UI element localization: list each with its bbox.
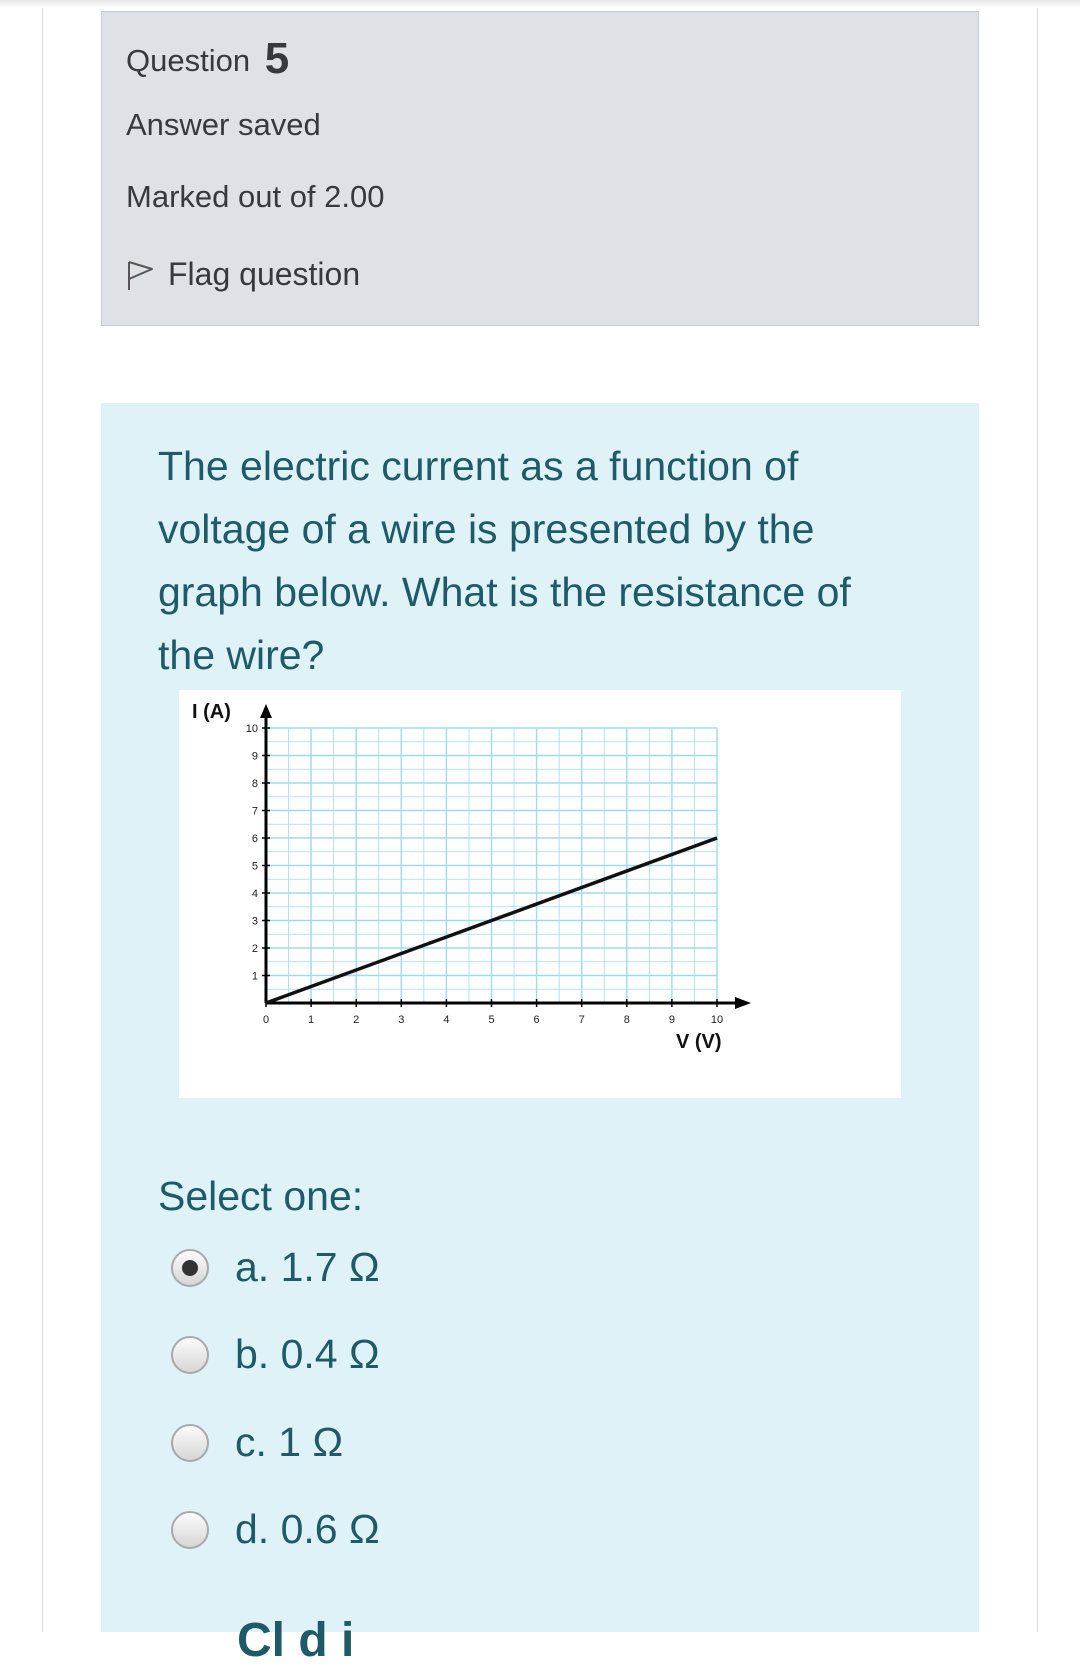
y-tick-label: 4 xyxy=(251,888,258,900)
select-prompt: Select one: xyxy=(158,1173,364,1219)
y-tick-label: 6 xyxy=(251,833,258,845)
top-shadow xyxy=(0,0,1080,8)
x-tick-label: 5 xyxy=(488,1014,495,1026)
question-text: The electric current as a function of voltage of a wire is presented by the graph below. What is the resistance of the wire? xyxy=(158,443,851,678)
flag-question-button[interactable] xyxy=(126,256,360,293)
flag-outline-icon xyxy=(126,259,154,291)
x-tick-label: 0 xyxy=(262,1014,270,1026)
y-tick-label: 7 xyxy=(251,805,258,818)
answer-option-c[interactable] xyxy=(171,1419,343,1466)
x-tick-label: 9 xyxy=(668,1014,675,1026)
y-axis-arrow xyxy=(260,704,272,718)
flag-question-label: Flag question xyxy=(168,256,361,292)
question-formulation xyxy=(101,403,979,1667)
x-tick-label: 1 xyxy=(308,1014,315,1026)
y-tick-label: 8 xyxy=(251,778,258,790)
option-label-d: d. 0.6 Ω xyxy=(235,1506,380,1552)
option-label-c: c. 1 Ω xyxy=(235,1419,344,1465)
y-tick-label: 1 xyxy=(251,970,258,983)
y-tick-label: 10 xyxy=(245,723,258,735)
x-tick-label: 8 xyxy=(623,1014,630,1026)
x-tick-label: 6 xyxy=(533,1014,540,1026)
answer-option-a[interactable] xyxy=(171,1244,380,1291)
question-label: Question xyxy=(126,43,251,78)
iv-chart-svg xyxy=(179,690,901,1098)
content-border-right xyxy=(1037,8,1038,1632)
y-tick-label: 2 xyxy=(251,943,258,955)
answer-status: Answer saved xyxy=(126,107,321,142)
question-number: 5 xyxy=(264,34,290,83)
x-tick-label: 7 xyxy=(578,1014,585,1026)
x-axis-arrow xyxy=(735,997,751,1009)
option-label-b: b. 0.4 Ω xyxy=(235,1331,380,1377)
question-title xyxy=(126,34,289,84)
answer-option-d[interactable] xyxy=(171,1506,380,1553)
y-tick-label: 5 xyxy=(251,860,258,873)
clear-choice-link[interactable]: Cl d i xyxy=(237,1614,355,1667)
radio-d[interactable] xyxy=(171,1511,209,1549)
x-axis-title: V (V) xyxy=(676,1031,722,1053)
y-tick-label: 9 xyxy=(251,750,258,763)
x-tick-label: 10 xyxy=(710,1014,724,1026)
x-tick-label: 3 xyxy=(398,1014,405,1026)
question-info-panel xyxy=(101,11,979,326)
radio-a[interactable] xyxy=(171,1249,209,1287)
radio-c[interactable] xyxy=(171,1424,209,1462)
answer-option-b[interactable] xyxy=(171,1331,380,1378)
x-tick-label: 4 xyxy=(443,1014,450,1026)
marks-info: Marked out of 2.00 xyxy=(126,179,385,214)
iv-graph xyxy=(179,690,901,1098)
x-tick-label: 2 xyxy=(353,1014,360,1026)
radio-b[interactable] xyxy=(171,1336,209,1374)
content-border-left xyxy=(42,8,43,1632)
y-tick-label: 3 xyxy=(251,915,258,928)
option-label-a: a. 1.7 Ω xyxy=(235,1244,380,1290)
y-axis-title: I (A) xyxy=(192,701,231,723)
